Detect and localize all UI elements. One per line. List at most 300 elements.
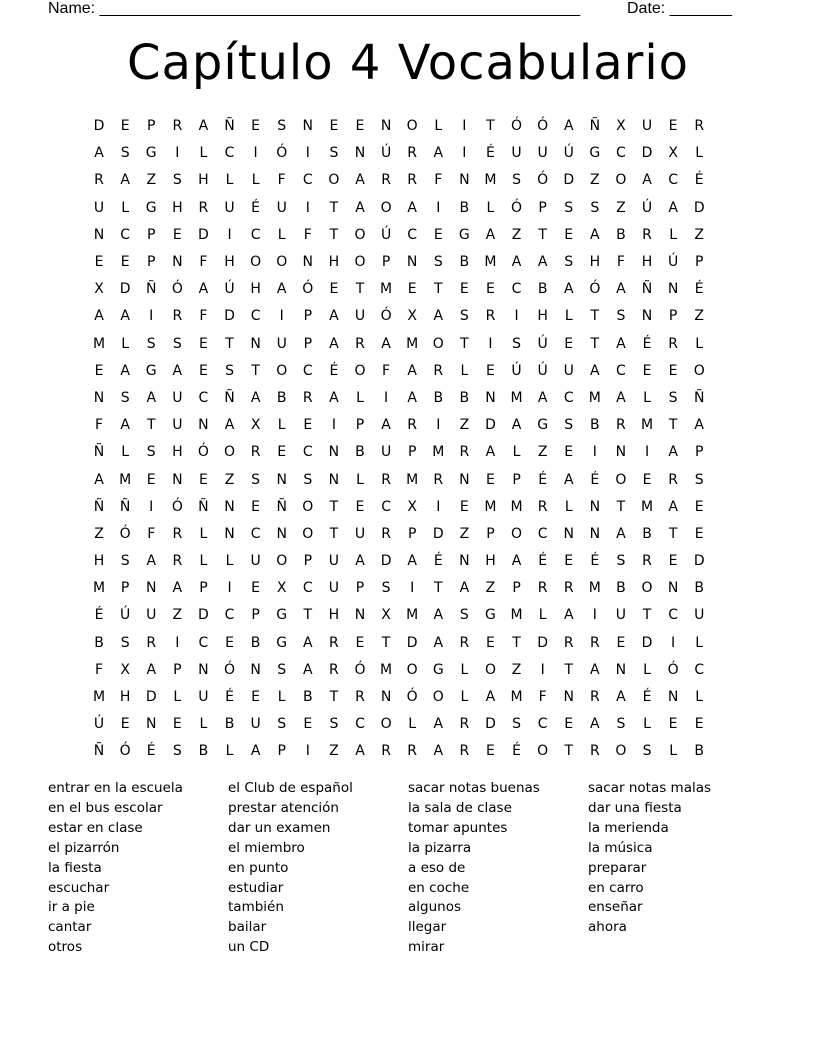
grid-letter: A <box>563 281 574 298</box>
grid-letter: U <box>354 308 366 325</box>
grid-letter: S <box>668 389 678 406</box>
grid-letter: I <box>488 335 493 352</box>
grid-letter: Ú <box>120 607 131 624</box>
grid-letter: X <box>616 118 626 135</box>
grid-letter: B <box>94 634 104 651</box>
grid-letter: A <box>485 444 496 461</box>
grid-letter: O <box>432 335 444 352</box>
word-list-item: la pizarra <box>408 839 472 856</box>
grid-letter: B <box>459 389 470 406</box>
grid-letter: P <box>512 471 521 488</box>
grid-letter: A <box>563 471 574 488</box>
grid-letter: A <box>563 607 574 624</box>
grid-letter: R <box>433 471 444 488</box>
grid-letter: H <box>589 254 601 271</box>
grid-letter: C <box>537 716 548 733</box>
grid-letter: G <box>145 362 157 379</box>
grid-letter: A <box>668 444 678 461</box>
grid-letter: É <box>590 553 600 570</box>
grid-letter: E <box>486 281 495 298</box>
grid-letter: P <box>277 743 286 760</box>
grid-letter: M <box>510 389 523 406</box>
grid-letter: O <box>354 226 366 243</box>
grid-letter: T <box>590 308 600 325</box>
grid-letter: C <box>198 634 209 651</box>
grid-letter: E <box>564 553 574 570</box>
grid-letter: H <box>119 689 131 706</box>
grid-letter: L <box>669 226 678 243</box>
word-list-item: estar en clase <box>48 819 143 836</box>
grid-letter: A <box>616 281 626 298</box>
grid-letter: Z <box>172 607 183 624</box>
grid-letter: T <box>433 281 443 298</box>
grid-letter: M <box>380 281 393 298</box>
page-title: Capítulo 4 Vocabulario <box>126 35 690 91</box>
grid-letter: A <box>590 362 600 379</box>
grid-letter: A <box>407 553 417 570</box>
grid-letter: S <box>303 471 313 488</box>
grid-letter: G <box>276 607 288 624</box>
grid-letter: C <box>616 145 626 162</box>
word-list-item: la sala de clase <box>408 799 512 816</box>
grid-letter: É <box>146 743 156 760</box>
grid-letter: R <box>563 580 574 597</box>
grid-letter: P <box>147 226 156 243</box>
word-list-item: mirar <box>408 939 445 956</box>
grid-letter: A <box>485 226 496 243</box>
grid-letter: E <box>251 689 261 706</box>
word-list-item: cantar <box>48 919 92 936</box>
grid-letter: I <box>305 743 310 760</box>
grid-letter: L <box>408 716 417 733</box>
grid-letter: S <box>277 118 287 135</box>
grid-letter: O <box>276 362 288 379</box>
grid-letter: H <box>641 254 653 271</box>
grid-letter: I <box>305 145 310 162</box>
grid-letter: L <box>225 743 234 760</box>
grid-letter: P <box>199 580 208 597</box>
grid-letter: N <box>145 716 157 733</box>
word-list-item: la merienda <box>588 819 669 836</box>
word-list-item: en coche <box>408 879 470 896</box>
word-list-item: el pizarrón <box>48 839 120 856</box>
grid-letter: Ó <box>171 281 183 298</box>
grid-letter: E <box>564 444 574 461</box>
word-list-item: sacar notas malas <box>588 780 712 796</box>
grid-letter: Ñ <box>693 389 705 406</box>
grid-row <box>86 711 712 738</box>
grid-letter: E <box>329 281 339 298</box>
grid-letter: H <box>250 281 261 298</box>
grid-letter: U <box>172 417 183 434</box>
grid-letter: M <box>510 498 523 515</box>
grid-letter: A <box>146 553 157 570</box>
grid-letter: E <box>120 716 130 733</box>
grid-letter: S <box>172 172 182 189</box>
grid-letter: R <box>589 743 600 760</box>
grid-letter: U <box>250 716 261 733</box>
grid-row <box>86 303 712 330</box>
grid-letter: F <box>95 661 104 678</box>
grid-letter: C <box>668 172 678 189</box>
grid-letter: B <box>694 743 704 760</box>
grid-letter: R <box>250 444 261 461</box>
grid-letter: S <box>381 580 391 597</box>
word-list-item: estudiar <box>228 879 284 896</box>
grid-letter: L <box>199 525 208 542</box>
grid-letter: U <box>380 444 392 461</box>
grid-letter: U <box>354 525 366 542</box>
grid-letter: C <box>694 661 705 678</box>
grid-letter: A <box>407 389 417 406</box>
grid-letter: D <box>485 716 496 733</box>
grid-letter: C <box>381 498 391 515</box>
grid-letter: C <box>407 226 418 243</box>
grid-letter: A <box>381 335 391 352</box>
grid-letter: U <box>198 689 209 706</box>
grid-letter: F <box>199 254 208 271</box>
grid-letter: M <box>380 661 393 678</box>
grid-letter: O <box>354 254 366 271</box>
grid-letter: M <box>93 580 106 597</box>
grid-letter: É <box>329 362 339 379</box>
grid-letter: A <box>172 362 183 379</box>
grid-letter: E <box>355 498 365 515</box>
grid-letter: T <box>303 607 313 624</box>
grid-letter: Z <box>224 471 235 488</box>
grid-letter: U <box>276 335 287 352</box>
grid-letter: B <box>459 199 470 216</box>
grid-letter: A <box>198 281 209 298</box>
grid-letter: S <box>433 254 443 271</box>
grid-row <box>86 358 712 385</box>
grid-letter: P <box>120 580 130 597</box>
grid-letter: S <box>459 308 469 325</box>
grid-letter: C <box>120 226 131 243</box>
grid-row <box>86 140 712 167</box>
grid-letter: C <box>250 226 261 243</box>
grid-letter: U <box>172 389 183 406</box>
grid-letter: B <box>616 580 626 597</box>
grid-letter: S <box>512 172 521 189</box>
grid-letter: E <box>668 362 678 379</box>
grid-letter: D <box>224 308 235 325</box>
grid-letter: D <box>641 145 653 162</box>
grid-letter: U <box>563 362 574 379</box>
grid-letter: T <box>616 498 626 515</box>
grid-letter: A <box>433 716 444 733</box>
grid-letter: L <box>695 145 704 162</box>
grid-letter: P <box>512 580 521 597</box>
grid-letter: G <box>458 226 470 243</box>
grid-letter: D <box>563 172 575 189</box>
grid-letter: T <box>329 498 339 515</box>
grid-letter: O <box>380 199 392 216</box>
grid-letter: F <box>616 254 625 271</box>
grid-letter: N <box>93 226 105 243</box>
grid-letter: P <box>694 254 704 271</box>
grid-letter: R <box>381 743 391 760</box>
word-list-item: enseñar <box>588 899 643 916</box>
grid-letter: M <box>640 417 654 434</box>
grid-letter: M <box>93 335 106 352</box>
grid-letter: O <box>615 471 627 488</box>
grid-letter: E <box>486 634 495 651</box>
grid-letter: Ñ <box>589 118 601 135</box>
grid-letter: I <box>671 634 676 651</box>
grid-letter: Z <box>511 661 522 678</box>
grid-letter: S <box>616 553 626 570</box>
grid-letter: E <box>668 553 678 570</box>
grid-letter: D <box>432 525 444 542</box>
grid-letter: T <box>590 335 600 352</box>
grid-letter: I <box>592 607 597 624</box>
grid-row <box>86 167 712 194</box>
grid-letter: B <box>302 689 313 706</box>
word-list-item: entrar en la escuela <box>48 780 183 796</box>
grid-letter: N <box>667 281 679 298</box>
grid-letter: E <box>172 716 182 733</box>
grid-letter: É <box>538 471 548 488</box>
grid-letter: S <box>694 471 704 488</box>
grid-letter: A <box>224 417 235 434</box>
grid-letter: L <box>538 607 547 624</box>
grid-letter: H <box>224 254 235 271</box>
grid-letter: S <box>329 145 339 162</box>
grid-letter: M <box>432 444 445 461</box>
grid-letter: L <box>356 471 364 488</box>
grid-letter: B <box>224 716 235 733</box>
grid-letter: E <box>146 471 156 488</box>
word-list-item: algunos <box>408 899 461 916</box>
grid-letter: N <box>276 525 287 542</box>
grid-letter: N <box>224 498 235 515</box>
word-list-item: prestar atención <box>228 799 339 816</box>
grid-letter: S <box>642 743 652 760</box>
grid-letter: D <box>119 281 131 298</box>
grid-letter: E <box>303 417 313 434</box>
word-list-item: el miembro <box>228 839 305 856</box>
grid-letter: E <box>459 281 469 298</box>
grid-letter: L <box>277 226 286 243</box>
grid-letter: P <box>303 308 313 325</box>
grid-letter: N <box>563 689 574 706</box>
grid-letter: A <box>590 716 600 733</box>
grid-letter: R <box>94 172 104 189</box>
grid-letter: P <box>251 607 260 624</box>
grid-letter: N <box>250 335 261 352</box>
grid-letter: S <box>120 634 130 651</box>
word-list-column <box>228 779 408 958</box>
grid-letter: O <box>537 743 549 760</box>
grid-letter: A <box>485 689 496 706</box>
grid-letter: G <box>432 661 444 678</box>
grid-letter: E <box>94 254 104 271</box>
word-list-item: preparar <box>588 859 647 876</box>
grid-letter: I <box>514 308 519 325</box>
grid-letter: L <box>669 743 678 760</box>
grid-letter: A <box>563 118 574 135</box>
grid-letter: T <box>460 335 469 352</box>
word-list-column <box>588 779 768 958</box>
grid-letter: F <box>199 308 208 325</box>
grid-letter: Z <box>459 525 470 542</box>
grid-letter: U <box>146 607 157 624</box>
grid-letter: D <box>198 226 209 243</box>
grid-letter: N <box>276 471 287 488</box>
grid-letter: É <box>433 553 443 570</box>
grid-row <box>86 439 712 466</box>
grid-letter: L <box>564 308 573 325</box>
grid-letter: Ñ <box>641 281 653 298</box>
grid-letter: E <box>120 118 130 135</box>
grid-letter: D <box>485 417 496 434</box>
grid-letter: Ñ <box>224 118 235 135</box>
grid-letter: E <box>642 471 652 488</box>
word-list-item: dar una fiesta <box>588 799 682 816</box>
grid-letter: A <box>590 661 600 678</box>
grid-letter: R <box>537 498 548 515</box>
grid-letter: C <box>537 525 548 542</box>
word-list-item: sacar notas buenas <box>408 780 540 796</box>
grid-letter: D <box>693 199 705 216</box>
grid-letter: A <box>355 553 365 570</box>
grid-letter: L <box>460 362 469 379</box>
grid-letter: Ñ <box>145 281 157 298</box>
grid-letter: L <box>643 389 651 406</box>
grid-letter: P <box>147 254 156 271</box>
grid-letter: E <box>251 498 261 515</box>
grid-row <box>86 602 712 629</box>
grid-letter: L <box>277 417 286 434</box>
grid-letter: L <box>643 661 651 678</box>
grid-letter: N <box>563 525 574 542</box>
grid-letter: Z <box>459 417 470 434</box>
grid-letter: S <box>512 335 521 352</box>
grid-letter: S <box>512 716 521 733</box>
word-list-item: en carro <box>588 879 644 896</box>
grid-letter: R <box>381 525 391 542</box>
grid-letter: P <box>303 335 313 352</box>
grid-letter: U <box>276 199 287 216</box>
grid-letter: H <box>537 308 548 325</box>
grid-letter: P <box>407 525 417 542</box>
grid-letter: R <box>616 417 626 434</box>
grid-letter: C <box>355 716 365 733</box>
grid-letter: N <box>328 444 340 461</box>
grid-letter: M <box>484 498 497 515</box>
grid-letter: T <box>564 743 574 760</box>
grid-letter: E <box>694 498 704 515</box>
grid-letter: G <box>145 145 157 162</box>
grid-letter: E <box>198 471 208 488</box>
grid-letter: A <box>433 145 444 162</box>
grid-letter: Z <box>616 199 626 216</box>
grid-letter: D <box>380 553 392 570</box>
grid-letter: Ñ <box>276 498 287 515</box>
grid-letter: P <box>147 118 156 135</box>
grid-letter: E <box>329 118 339 135</box>
grid-letter: Z <box>94 525 104 542</box>
grid-letter: Ñ <box>93 498 105 515</box>
grid-letter: R <box>589 689 600 706</box>
grid-letter: A <box>537 389 548 406</box>
grid-letter: N <box>615 661 627 678</box>
word-list-item: dar un examen <box>228 819 331 836</box>
grid-letter: C <box>563 389 574 406</box>
grid-letter: M <box>640 498 654 515</box>
word-list-column <box>408 779 588 958</box>
grid-letter: G <box>537 417 549 434</box>
grid-letter: A <box>120 172 130 189</box>
grid-letter: U <box>250 553 261 570</box>
grid-letter: L <box>695 335 704 352</box>
grid-letter: E <box>407 281 417 298</box>
grid-letter: C <box>511 281 522 298</box>
grid-letter: L <box>173 689 182 706</box>
grid-letter: A <box>668 199 678 216</box>
grid-letter: M <box>406 607 419 624</box>
grid-letter: A <box>433 308 444 325</box>
grid-letter: Z <box>537 444 548 461</box>
grid-letter: M <box>484 172 497 189</box>
grid-letter: Ó <box>511 199 523 216</box>
grid-letter: A <box>120 308 130 325</box>
grid-letter: S <box>277 661 287 678</box>
grid-letter: G <box>485 607 496 624</box>
grid-letter: T <box>642 607 652 624</box>
grid-letter: E <box>277 444 287 461</box>
grid-letter: S <box>616 308 626 325</box>
word-list-item: la fiesta <box>48 859 102 876</box>
grid-letter: I <box>462 118 467 135</box>
grid-letter: N <box>354 145 366 162</box>
grid-letter: I <box>462 145 467 162</box>
grid-letter: A <box>433 634 444 651</box>
grid-letter: E <box>355 118 365 135</box>
grid-letter: É <box>94 607 104 624</box>
grid-letter: N <box>250 661 261 678</box>
grid-letter: B <box>694 580 704 597</box>
grid-letter: Z <box>329 743 339 760</box>
grid-letter: I <box>149 498 154 515</box>
grid-letter: Ó <box>537 118 549 135</box>
grid-row <box>86 249 712 276</box>
word-list <box>48 779 768 958</box>
grid-letter: A <box>590 226 600 243</box>
grid-letter: E <box>668 118 678 135</box>
grid-letter: É <box>512 743 521 760</box>
grid-letter: S <box>277 716 287 733</box>
grid-letter: S <box>564 199 574 216</box>
grid-letter: I <box>227 580 232 597</box>
grid-letter: A <box>511 417 522 434</box>
grid-letter: Z <box>485 580 496 597</box>
grid-letter: H <box>198 172 209 189</box>
grid-row <box>86 575 712 602</box>
grid-letter: H <box>328 254 340 271</box>
grid-letter: E <box>120 254 130 271</box>
word-list-item: llegar <box>408 919 447 936</box>
grid-letter: R <box>642 553 652 570</box>
grid-letter: L <box>434 118 443 135</box>
grid-row <box>86 548 712 575</box>
grid-letter: L <box>225 172 234 189</box>
grid-letter: U <box>537 145 548 162</box>
grid-letter: R <box>407 743 418 760</box>
grid-row <box>86 222 712 249</box>
grid-letter: N <box>459 553 470 570</box>
